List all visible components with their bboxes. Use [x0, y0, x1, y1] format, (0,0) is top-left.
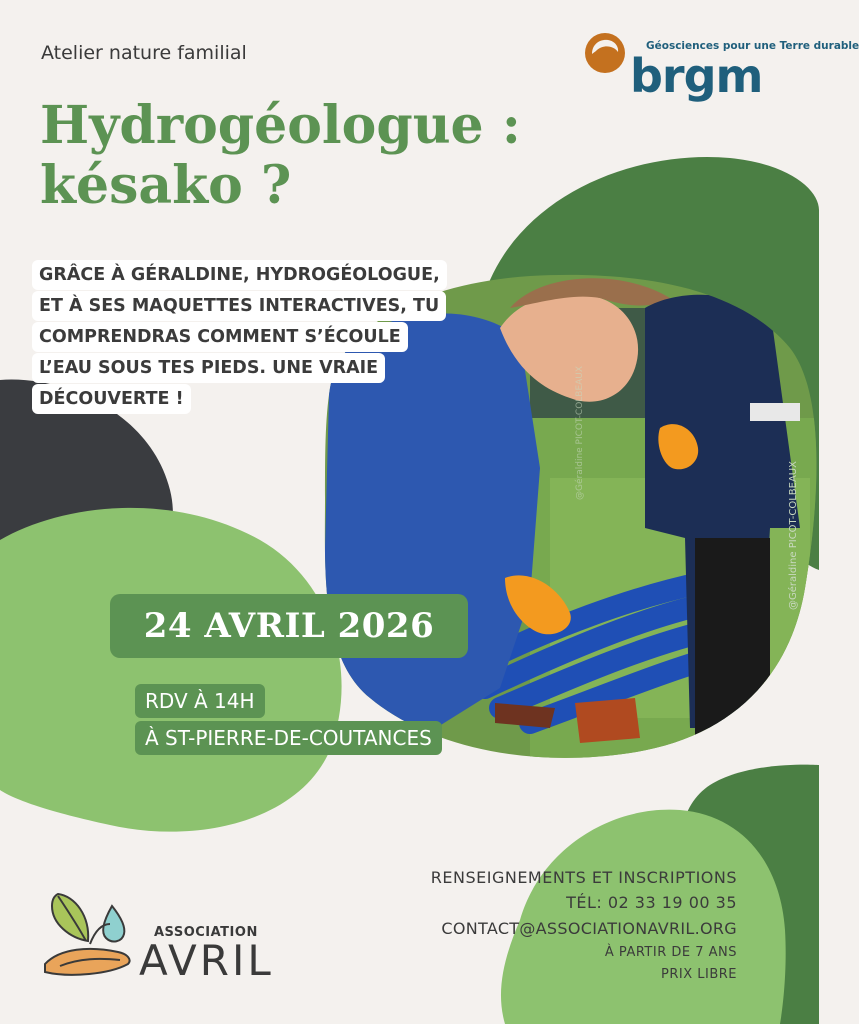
info-age: À PARTIR DE 7 ANS	[604, 945, 737, 960]
intro-line: DÉCOUVERTE !	[32, 384, 191, 414]
info-heading: RENSEIGNEMENTS ET INSCRIPTIONS	[430, 868, 737, 887]
brgm-logo-icon	[584, 32, 626, 74]
info-email: CONTACT@ASSOCIATIONAVRIL.ORG	[441, 919, 737, 938]
avril-name: AVRIL	[139, 936, 274, 985]
event-time: RDV À 14H	[135, 684, 265, 718]
event-title	[40, 96, 521, 216]
brgm-name: brgm	[630, 49, 763, 103]
brgm-logo	[584, 30, 859, 110]
photo-credit: @Géraldine PICOT-COLBEAUX	[788, 461, 799, 610]
photo-credit-faint: @Géraldine PICOT-COLBEAUX	[575, 365, 585, 500]
event-title-line2: késako ?	[40, 155, 292, 216]
brgm-tagline: Géosciences pour une Terre durable	[646, 40, 859, 52]
info-phone: TÉL: 02 33 19 00 35	[566, 893, 737, 912]
event-title-line1: Hydrogéologue :	[40, 95, 521, 156]
intro-line: ET À SES MAQUETTES INTERACTIVES, TU	[32, 291, 446, 321]
intro-line: L’EAU SOUS TES PIEDS. UNE VRAIE	[32, 353, 385, 383]
event-intro	[32, 260, 532, 415]
info-block	[431, 866, 737, 986]
intro-line: COMPRENDRAS COMMENT S’ÉCOULE	[32, 322, 408, 352]
info-price: PRIX LIBRE	[661, 967, 737, 982]
leaf-hands-drop-icon	[40, 886, 140, 986]
intro-line: GRÂCE À GÉRALDINE, HYDROGÉOLOGUE,	[32, 260, 447, 290]
avril-prefix: ASSOCIATION	[154, 925, 258, 940]
event-place: À ST-PIERRE-DE-COUTANCES	[135, 721, 442, 755]
event-date: 24 AVRIL 2026	[110, 594, 468, 658]
event-category: Atelier nature familial	[41, 42, 247, 64]
